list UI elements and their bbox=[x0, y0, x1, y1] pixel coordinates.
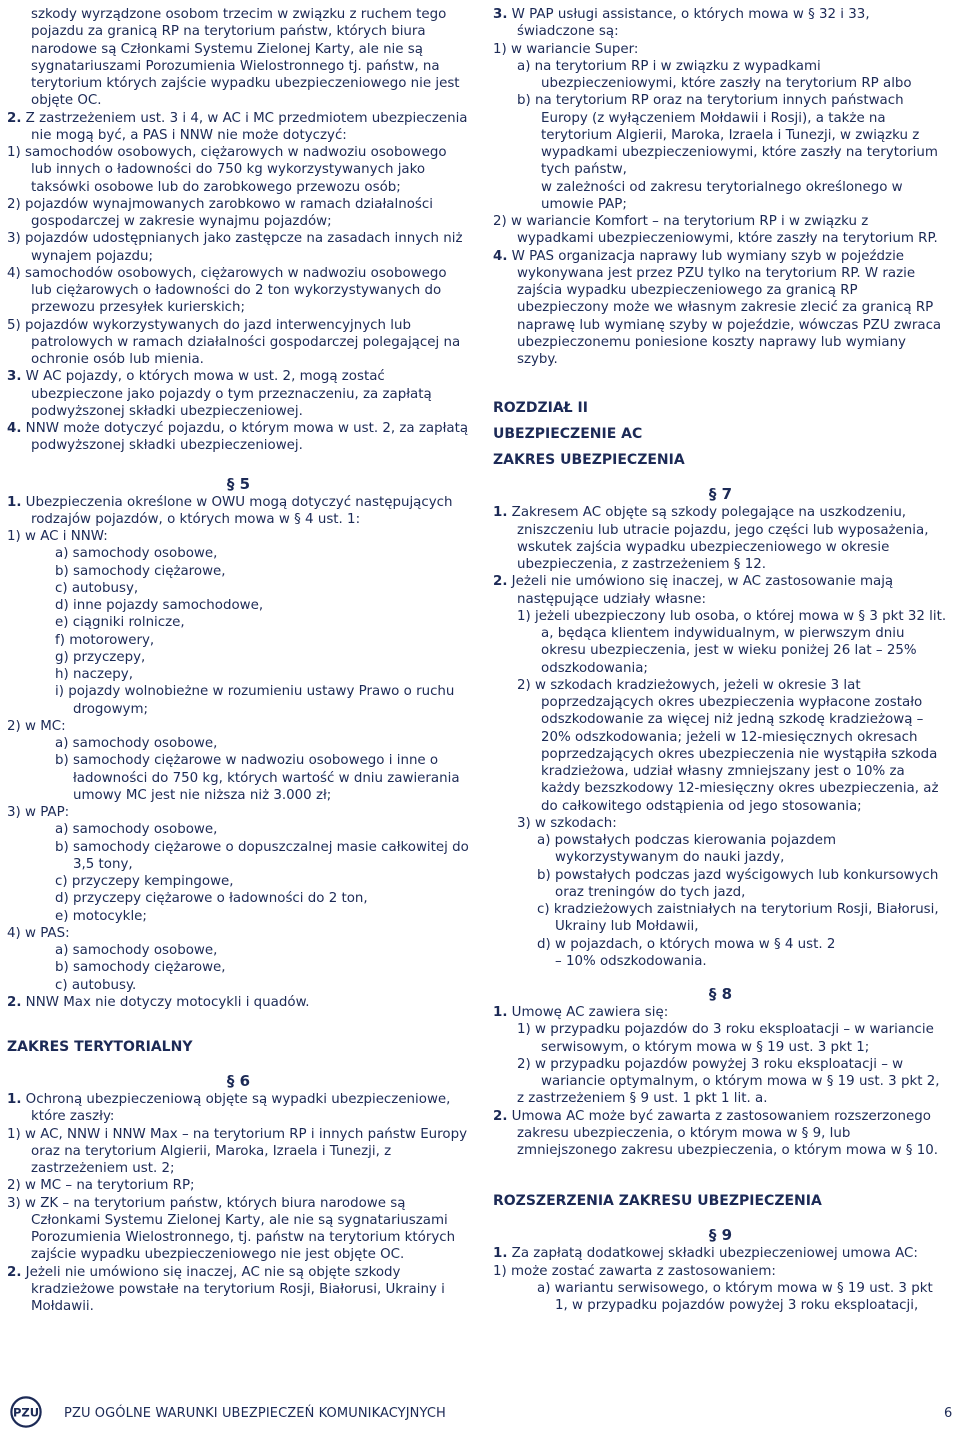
sub-list-item: c) autobusy, bbox=[55, 580, 139, 596]
sub-list-item: a) samochody osobowe, bbox=[55, 546, 218, 562]
paragraph-4: 4. W PAS organizacja naprawy lub wymiany szyb w pojeździe wykonywana jest przez PZU tylko na terytorium RP. W razie zajścia wypadku ubezpieczeniowego za granicą RP ubezpieczony może we własnym zakresie zlecić za granicą RP naprawę lub wymianę szyby w pojeździe, wówczas PZU zwraca ubezpieczonemu poniesione koszty naprawy lub wymiany szyby. bbox=[493, 248, 942, 367]
sub-list-item: b) samochody ciężarowe, bbox=[55, 960, 226, 976]
section-heading-5: § 5 bbox=[226, 474, 251, 493]
pzu-logo bbox=[10, 1396, 42, 1428]
sub-list-item: a) wariantu serwisowego, o którym mowa w § 19 ust. 3 pkt 1, w przypadku pojazdów powyżej 3 roku eksploatacji, bbox=[537, 1280, 933, 1313]
list-item: 2) pojazdów wynajmowanych zarobkowo w ramach działalności gospodarczej w zakresie wynajmu pojazdów; bbox=[7, 196, 433, 229]
sub-list-item: c) autobusy. bbox=[55, 977, 137, 993]
sub-list-item: a) samochody osobowe, bbox=[55, 943, 218, 958]
list-item: 3) w szkodach: bbox=[517, 815, 617, 831]
section-title-scope: ZAKRES UBEZPIECZENIA bbox=[493, 452, 685, 469]
sub-list-item: b) powstałych podczas jazd wyścigowych lub konkursowych oraz treningów do tych jazd, bbox=[537, 867, 939, 900]
paragraph-1: 1. Umowę AC zawiera się: bbox=[493, 1005, 669, 1020]
section-heading-6: § 6 bbox=[226, 1072, 251, 1090]
sub-list-item: f) motorowery, bbox=[55, 632, 155, 648]
list-item: 1) jeżeli ubezpieczony lub osoba, o której mowa w § 3 pkt 32 lit. a, będąca klientem indywidualnym, w pierwszym dniu okresu ubezpieczenia, jest w wieku poniżej 26 lat – 25% odszkodowania; bbox=[517, 608, 947, 676]
paragraph-3: 3. W PAP usługi assistance, o których mowa w § 32 i 33, świadczone są: bbox=[493, 7, 870, 40]
list-item-continuation: z zastrzeżeniem § 9 ust. 1 pkt 1 lit. a. bbox=[517, 1091, 768, 1107]
sub-list-item: i) pojazdy wolnobieżne w rozumieniu ustawy Prawo o ruchu drogowym; bbox=[55, 684, 455, 717]
list-item: 5) pojazdów wykorzystywanych do jazd interwencyjnych lub patrolowych w ramach działalności gospodarczej polegającej na ochronie osób lub mienia. bbox=[7, 317, 461, 367]
sub-list-item: a) samochody osobowe, bbox=[55, 822, 218, 838]
sub-list-item: c) kradzieżowych zaistniałych na terytorium Rosji, Białorusi, Ukrainy lub Mołdawii, bbox=[537, 902, 939, 935]
paragraph-1: 1. Za zapłatą dodatkowej składki ubezpieczeniowej umowa AC: bbox=[493, 1246, 918, 1262]
section-heading-9: § 9 bbox=[708, 1226, 733, 1245]
page-footer bbox=[0, 1396, 960, 1434]
left-column bbox=[7, 6, 470, 1315]
sub-list-item: d) inne pojazdy samochodowe, bbox=[55, 598, 264, 613]
sub-list-item: b) samochody ciężarowe o dopuszczalnej masie całkowitej do 3,5 tony, bbox=[55, 839, 469, 872]
list-item: 1) w AC, NNW i NNW Max – na terytorium RP i innych państw Europy oraz na terytorium Algierii, Maroka, Izraela i Tunezji, z zastrzeżeniem ust. 2; bbox=[7, 1126, 467, 1176]
list-item: 1) w przypadku pojazdów do 3 roku eksploatacji – w wariancie serwisowym, o którym mowa w § 19 ust. 3 pkt 1; bbox=[517, 1022, 934, 1055]
page-number: 6 bbox=[944, 1406, 953, 1421]
list-item: 1) samochodów osobowych, ciężarowych w nadwoziu osobowego lub innych o ładowności do 750 kg wykorzystywanych jako taksówki osobowe lub do zarobkowego przewozu osób; bbox=[7, 145, 447, 195]
paragraph-2: 2. Jeżeli nie umówiono się inaczej, AC nie są objęte szkody kradzieżowe powstałe na terytorium Rosji, Białorusi, Ukrainy i Mołdawii. bbox=[7, 1264, 445, 1314]
paragraph-continuation: szkody wyrządzone osobom trzecim w związku z ruchem tego pojazdu za granicą RP na terytorium państw, których biura narodowe są Członkami Systemu Zielonej Karty, ale nie są sygnatariuszami Porozumienia Wielostronnego tj. państw, na terytorium których zajście wypadku ubezpieczeniowego nie jest objęte OC. bbox=[31, 7, 460, 109]
list-item: 2) w MC – na terytorium RP; bbox=[7, 1178, 195, 1194]
footer-title: PZU OGÓLNE WARUNKI UBEZPIECZEŃ KOMUNIKACYJNYCH bbox=[64, 1406, 446, 1421]
paragraph-2: 2. Z zastrzeżeniem ust. 3 i 4, w AC i MC przedmiotem ubezpieczenia nie mogą być, a PAS i NNW nie może dotyczyć: bbox=[7, 110, 468, 143]
sub-list-item: g) przyczepy, bbox=[55, 649, 146, 665]
sub-list-item: a) samochody osobowe, bbox=[55, 736, 218, 751]
paragraph-1: 1. Ochroną ubezpieczeniową objęte są wypadki ubezpieczeniowe, które zaszły: bbox=[7, 1092, 451, 1125]
svg-text:PZU: PZU bbox=[12, 1405, 40, 1420]
list-item-continuation: w zależności od zakresu terytorialnego określonego w umowie PAP; bbox=[541, 179, 903, 212]
paragraph-2: 2. Umowa AC może być zawarta z zastosowaniem rozszerzonego zakresu ubezpieczenia, o którym mowa w § 9, lub zmniejszonego zakresu ubezpieczenia, o którym mowa w § 10. bbox=[493, 1108, 939, 1158]
sub-list-item: e) ciągniki rolnicze, bbox=[55, 615, 185, 631]
list-item: 2) w MC: bbox=[7, 718, 66, 734]
list-item: 3) w PAP: bbox=[7, 805, 70, 820]
list-item: 1) w AC i NNW: bbox=[7, 529, 108, 544]
sub-list-item: b) samochody ciężarowe, bbox=[55, 563, 226, 579]
section-title-territorial: ZAKRES TERYTORIALNY bbox=[7, 1039, 193, 1055]
paragraph-1: 1. Zakresem AC objęte są szkody polegające na uszkodzeniu, zniszczeniu lub utracie pojazdu, jego części lub wyposażenia, wskutek zajścia wypadku ubezpieczeniowego w okresie ubezpieczenia, z zastrzeżeniem § 12. bbox=[493, 505, 929, 572]
list-item: 3) w ZK – na terytorium państw, których biura narodowe są Członkami Systemu Zielonej Karty, ale nie są sygnatariuszami Porozumienia Wielostronnego, tj. państw na terytorium których zajście wypadku ubezpieczeniowego nie jest objęte OC. bbox=[7, 1195, 456, 1263]
list-item: 4) samochodów osobowych, ciężarowych w nadwoziu osobowego lub ciężarowych o ładowności do 2 ton wykorzystywanych do przewozu przesyłek kurierskich; bbox=[7, 265, 447, 316]
sub-list-item: a) powstałych podczas kierowania pojazdem wykorzystywanym do nauki jazdy, bbox=[537, 833, 836, 866]
list-item: 2) w przypadku pojazdów powyżej 3 roku eksploatacji – w wariancie optymalnym, o którym mowa w § 19 ust. 3 pkt 2, bbox=[517, 1056, 940, 1089]
paragraph-2: 2. Jeżeli nie umówiono się inaczej, w AC zastosowanie mają następujące udziały własne: bbox=[493, 574, 894, 607]
paragraph-2: 2. NNW Max nie dotyczy motocykli i quadów. bbox=[7, 994, 310, 1010]
list-item: 2) w wariancie Komfort – na terytorium RP i w związku z wypadkami ubezpieczeniowymi, które zaszły na terytorium RP. bbox=[493, 214, 938, 247]
sub-list-item: h) naczepy, bbox=[55, 667, 133, 682]
paragraph-1: 1. Ubezpieczenia określone w OWU mogą dotyczyć następujących rodzajów pojazdów, o których mowa w § 4 ust. 1: bbox=[7, 494, 453, 527]
list-item: 1) może zostać zawarta z zastosowaniem: bbox=[493, 1263, 776, 1279]
paragraph-3: 3. W AC pojazdy, o których mowa w ust. 2, mogą zostać ubezpieczone jako pojazdy o tym przeznaczeniu, za zapłatą podwyższonej składki ubezpieczeniowej. bbox=[7, 369, 432, 419]
list-item: 1) w wariancie Super: bbox=[493, 41, 639, 57]
list-item-continuation: – 10% odszkodowania. bbox=[555, 953, 707, 969]
section-heading-7: § 7 bbox=[708, 485, 733, 504]
sub-list-item: d) przyczepy ciężarowe o ładowności do 2 ton, bbox=[55, 891, 368, 907]
section-heading-8: § 8 bbox=[708, 985, 733, 1003]
chapter-subtitle: UBEZPIECZENIE AC bbox=[493, 426, 643, 443]
sub-list-item: e) motocykle; bbox=[55, 908, 147, 924]
list-item: 2) w szkodach kradzieżowych, jeżeli w okresie 3 lat poprzedzających okres ubezpieczenia wypłacone zostało odszkodowanie za więcej niż jedną szkodę kradzieżową – 20% odszkodowania; jeżeli w 12-miesięcznych okresach poprzedzających okres ubezpieczenia nie wystąpiła szkoda kradzieżowa, udział własny zmniejszany jest o 10% za każdy bezszkodowy 12-miesięczny okres ubezpieczenia, aż do całkowitego odstąpienia od jego stosowania; bbox=[517, 677, 939, 814]
sub-list-item: a) na terytorium RP i w związku z wypadkami ubezpieczeniowymi, które zaszły na terytorium RP albo bbox=[517, 58, 912, 91]
sub-list-item: c) przyczepy kempingowe, bbox=[55, 874, 234, 889]
sub-list-item: b) na terytorium RP oraz na terytorium innych państwach Europy (z wyłączeniem Mołdawii i Rosji), a także na terytorium Algierii, Maroka, Izraela i Tunezji, w związku z wypadkami ubezpieczeniowymi, które zaszły na terytorium tych państw, bbox=[517, 93, 938, 178]
right-column bbox=[493, 6, 948, 1314]
list-item: 3) pojazdów udostępnianych jako zastępcze na zasadach innych niż wynajem pojazdu; bbox=[7, 231, 463, 264]
paragraph-4: 4. NNW może dotyczyć pojazdu, o którym mowa w ust. 2, za zapłatą podwyższonej składki ubezpieczeniowej. bbox=[7, 421, 469, 454]
list-item: 4) w PAS: bbox=[7, 925, 70, 941]
sub-list-item: b) samochody ciężarowe w nadwoziu osobowego i inne o ładowności do 750 kg, których wartość w dniu zawierania umowy MC jest nie niższa niż 3.000 zł; bbox=[55, 753, 460, 803]
section-title-extensions: ROZSZERZENIA ZAKRESU UBEZPIECZENIA bbox=[493, 1193, 822, 1210]
sub-list-item: d) w pojazdach, o których mowa w § 4 ust. 2 bbox=[537, 936, 836, 952]
chapter-title: ROZDZIAŁ II bbox=[493, 400, 588, 417]
